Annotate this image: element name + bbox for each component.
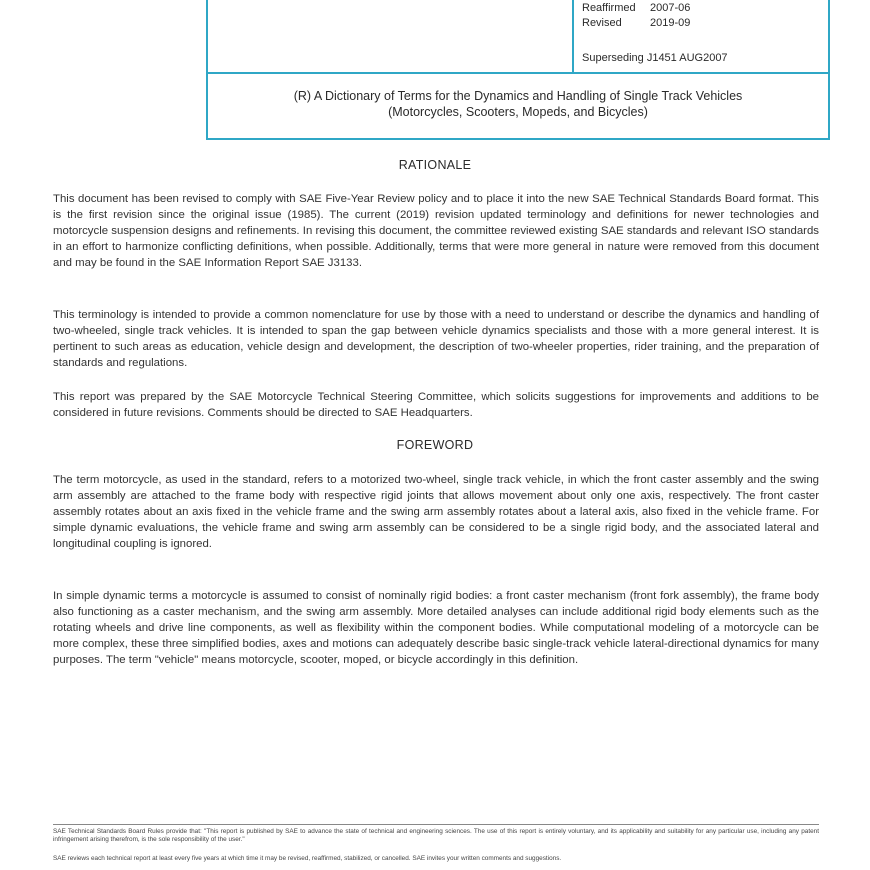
reaffirmed-label: Reaffirmed	[582, 2, 636, 14]
rationale-paragraph-1: This document has been revised to comply with SAE Five-Year Review policy and to place it into the new SAE Technical Standards Board format. This is the first revision since the original issue (1985). The current (2019) revision updated terminology and definitions for newer technologies and motorcycle suspension designs and refinements. In revising this document, the committee reviewed existing SAE standards and relevant ISO standards in an effort to harmonize conflicting definitions, when possible. Additionally, terms that were more general in nature were removed from this document and may be found in the SAE Information Report SAE J3133.	[53, 193, 819, 269]
footer-rule	[53, 824, 819, 825]
header-top-section	[208, 0, 828, 74]
header-divider	[572, 0, 574, 72]
foreword-heading: FOREWORD	[396, 438, 474, 452]
revised-row	[582, 16, 690, 30]
document-title-line-2: (Motorcycles, Scooters, Mopeds, and Bicycles)	[388, 105, 648, 119]
footer-note-1: SAE Technical Standards Board Rules provide that: "This report is published by SAE to advance the state of technical and engineering sciences. The use of this report is entirely voluntary, and its applicability and suitability for any particular use, including any patent infringement arising therefrom, is the sole responsibility of the user."	[53, 828, 819, 843]
superseding-note: Superseding J1451 AUG2007	[582, 52, 728, 64]
reaffirmed-date: 2007-06	[650, 2, 691, 14]
rationale-paragraph-3: This report was prepared by the SAE Motorcycle Technical Steering Committee, which solicits suggestions for improvements and additions to be considered in future revisions. Comments should be directed to SAE Headquarters.	[53, 391, 819, 419]
foreword-paragraph-2: In simple dynamic terms a motorcycle is assumed to consist of nominally rigid bodies: a front caster mechanism (front fork assembly), the frame body also functioning as a caster mechanism, and the swing arm assembly. More detailed analyses can include additional rigid body elements such as the rotating wheels and drive line components, as well as flexibility within the component bodies. While computational modeling of a motorcycle can be more complex, these three simplified bodies, axes and motions can adequately describe basic single-track vehicle lateral-directional dynamics for many purposes. The term "vehicle" means motorcycle, scooter, moped, or bicycle accordingly in this definition.	[53, 590, 819, 666]
foreword-paragraph-1: The term motorcycle, as used in the standard, refers to a motorized two-wheel, single track vehicle, in which the front caster assembly and the swing arm assembly are attached to the frame body with respective rigid joints that allows movement about only one axis, respectively. The front caster assembly rotates about an axis fixed in the vehicle frame and the swing arm assembly rotates about a lateral axis, also fixed in the vehicle frame. For simple dynamic evaluations, the vehicle frame and swing arm assembly can be considered to be a single rigid body, and the associated lateral and longitudinal coupling is ignored.	[53, 474, 819, 550]
footer-note-2: SAE reviews each technical report at least every five years at which time it may be revised, reaffirmed, stabilized, or cancelled. SAE invites your written comments and suggestions.	[53, 855, 562, 862]
revised-label: Revised	[582, 17, 622, 29]
document-title	[208, 88, 828, 120]
reaffirmed-row	[582, 1, 690, 15]
revised-date: 2019-09	[650, 17, 691, 29]
document-header-box	[206, 0, 830, 140]
document-title-line-1: (R) A Dictionary of Terms for the Dynamics and Handling of Single Track Vehicles	[293, 89, 743, 103]
rationale-paragraph-2: This terminology is intended to provide a common nomenclature for use by those with a need to understand or describe the dynamics and handling of two-wheeled, single track vehicles. It is intended to span the gap between vehicle dynamics specialists and those with a more general interest. It is pertinent to such areas as education, vehicle design and development, the description of two-wheeler properties, rider training, and the preparation of standards and regulations.	[53, 309, 819, 369]
rationale-heading: RATIONALE	[398, 158, 472, 172]
